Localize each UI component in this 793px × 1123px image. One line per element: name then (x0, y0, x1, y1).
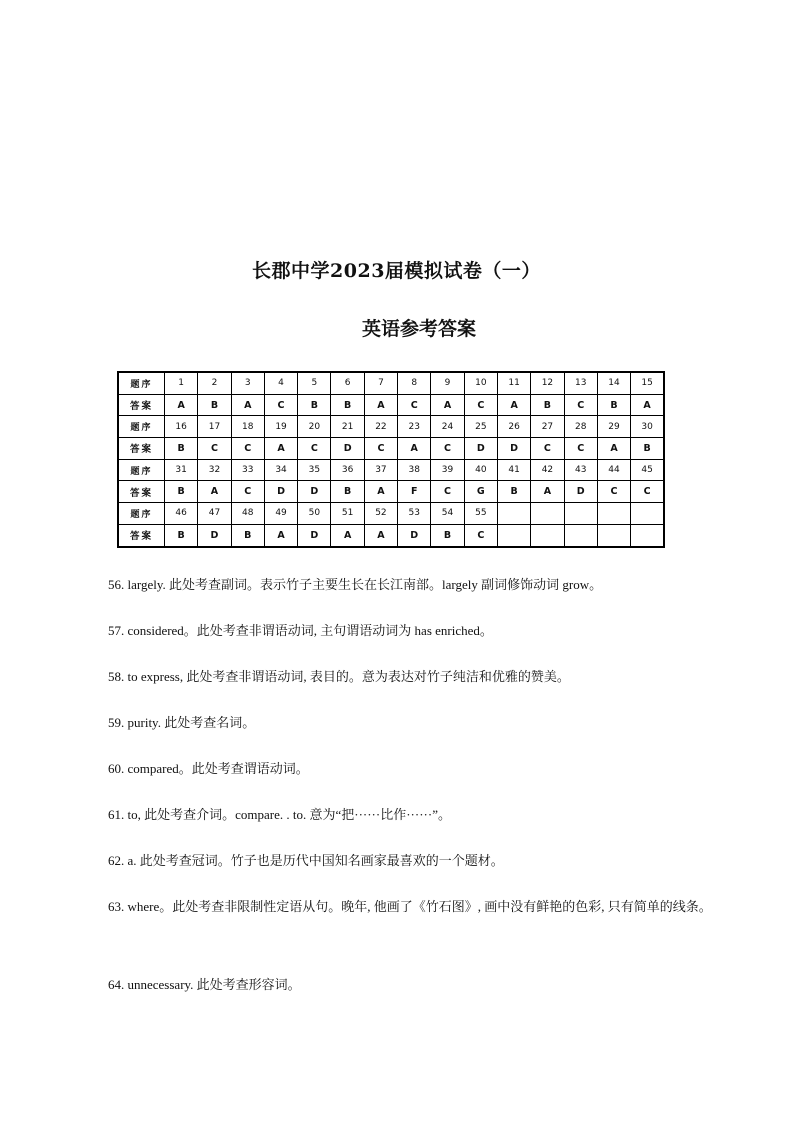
answer-cell: A (431, 394, 464, 416)
question-number-cell: 17 (198, 416, 231, 438)
answer-cell: B (431, 524, 464, 546)
answer-cell: C (431, 481, 464, 503)
answer-cell: C (431, 438, 464, 460)
question-number-cell: 15 (631, 372, 664, 394)
number-row-label: 题序 (118, 503, 165, 525)
answer-cell: C (464, 524, 497, 546)
answer-cell (531, 524, 564, 546)
number-row-label: 题序 (118, 416, 165, 438)
question-number-cell: 37 (364, 459, 397, 481)
question-number-cell: 51 (331, 503, 364, 525)
answer-cell: C (364, 438, 397, 460)
question-number-cell: 18 (231, 416, 264, 438)
answer-cell: C (597, 481, 630, 503)
answer-cell: D (264, 481, 297, 503)
question-number-cell: 23 (398, 416, 431, 438)
question-number-cell: 26 (497, 416, 530, 438)
question-number-cell (597, 503, 630, 525)
question-number-cell: 34 (264, 459, 297, 481)
answer-row-label: 答案 (118, 524, 165, 546)
answer-cell (497, 524, 530, 546)
answer-cell: G (464, 481, 497, 503)
answer-cell: B (331, 394, 364, 416)
question-number-cell: 48 (231, 503, 264, 525)
explanation-62: 62. a. 此处考查冠词。竹子也是历代中国知名画家最喜欢的一个题材。 (108, 853, 504, 868)
answer-cell: A (264, 438, 297, 460)
answer-cell: B (165, 524, 198, 546)
question-number-cell: 44 (597, 459, 630, 481)
answer-cell (631, 524, 664, 546)
explanation-60: 60. compared。此处考查谓语动词。 (108, 761, 309, 776)
question-number-cell: 11 (497, 372, 530, 394)
question-number-cell: 13 (564, 372, 597, 394)
answer-cell: A (165, 394, 198, 416)
answer-cell: F (398, 481, 431, 503)
answer-cell: B (497, 481, 530, 503)
answer-cell: C (531, 438, 564, 460)
answer-cell: D (398, 524, 431, 546)
answer-row (118, 524, 664, 546)
question-number-cell (497, 503, 530, 525)
answer-row-label: 答案 (118, 394, 165, 416)
number-row-label: 题序 (118, 459, 165, 481)
question-number-cell: 32 (198, 459, 231, 481)
question-number-cell: 30 (631, 416, 664, 438)
answer-row (118, 438, 664, 460)
question-number-cell: 19 (264, 416, 297, 438)
answer-cell: D (497, 438, 530, 460)
question-number-cell: 33 (231, 459, 264, 481)
question-number-cell: 52 (364, 503, 397, 525)
question-number-cell: 5 (298, 372, 331, 394)
question-number-cell: 16 (165, 416, 198, 438)
answer-row-label: 答案 (118, 481, 165, 503)
answer-cell: A (631, 394, 664, 416)
question-number-row (118, 416, 664, 438)
answer-cell: B (331, 481, 364, 503)
answer-cell: D (298, 481, 331, 503)
answer-cell: B (597, 394, 630, 416)
question-number-cell: 12 (531, 372, 564, 394)
answer-cell: A (231, 394, 264, 416)
answer-cell: C (231, 438, 264, 460)
question-number-row (118, 459, 664, 481)
answer-cell: C (564, 394, 597, 416)
question-number-cell: 38 (398, 459, 431, 481)
explanation-56: 56. largely. 此处考查副词。表示竹子主要生长在长江南部。largely 副词修饰动词 grow。 (108, 577, 603, 592)
question-number-cell: 3 (231, 372, 264, 394)
question-number-cell: 6 (331, 372, 364, 394)
question-number-cell: 27 (531, 416, 564, 438)
answer-cell: A (264, 524, 297, 546)
answer-cell: A (597, 438, 630, 460)
answer-table (117, 371, 665, 548)
answer-cell (597, 524, 630, 546)
question-number-cell: 53 (398, 503, 431, 525)
question-number-cell: 9 (431, 372, 464, 394)
answer-cell: C (631, 481, 664, 503)
answer-cell (564, 524, 597, 546)
question-number-cell: 36 (331, 459, 364, 481)
question-number-cell (631, 503, 664, 525)
question-number-cell: 50 (298, 503, 331, 525)
question-number-cell: 55 (464, 503, 497, 525)
question-number-cell: 25 (464, 416, 497, 438)
question-number-cell: 49 (264, 503, 297, 525)
question-number-cell: 43 (564, 459, 597, 481)
answer-cell: C (398, 394, 431, 416)
answer-cell: B (165, 481, 198, 503)
page-subtitle: 英语参考答案 (361, 318, 476, 340)
answer-cell: D (331, 438, 364, 460)
question-number-cell: 4 (264, 372, 297, 394)
answer-cell: C (231, 481, 264, 503)
answer-cell: B (531, 394, 564, 416)
answer-cell: A (198, 481, 231, 503)
answer-cell: C (264, 394, 297, 416)
answer-cell: C (298, 438, 331, 460)
answer-cell: B (631, 438, 664, 460)
question-number-cell: 40 (464, 459, 497, 481)
question-number-cell: 10 (464, 372, 497, 394)
answer-cell: A (364, 394, 397, 416)
number-row-label: 题序 (118, 372, 165, 394)
answer-cell: C (198, 438, 231, 460)
question-number-cell: 21 (331, 416, 364, 438)
answer-row-label: 答案 (118, 438, 165, 460)
question-number-cell: 24 (431, 416, 464, 438)
explanation-61: 61. to, 此处考查介词。compare. . to. 意为“把······比作······”。 (108, 807, 451, 822)
answer-cell: C (464, 394, 497, 416)
page-title: 长郡中学2023届模拟试卷（一） (252, 260, 541, 282)
question-number-row (118, 503, 664, 525)
answer-cell: D (464, 438, 497, 460)
answer-row (118, 394, 664, 416)
question-number-cell: 41 (497, 459, 530, 481)
explanation-63: 63. where。此处考查非限制性定语从句。晚年, 他画了《竹石图》, 画中没有鲜艳的色彩, 只有简单的线条。 (108, 899, 712, 914)
question-number-cell: 8 (398, 372, 431, 394)
answer-cell: D (298, 524, 331, 546)
question-number-cell: 2 (198, 372, 231, 394)
question-number-row (118, 372, 664, 394)
answer-cell: B (298, 394, 331, 416)
answer-cell: B (165, 438, 198, 460)
question-number-cell: 14 (597, 372, 630, 394)
answer-cell: A (531, 481, 564, 503)
question-number-cell: 1 (165, 372, 198, 394)
answer-cell: D (198, 524, 231, 546)
explanation-64: 64. unnecessary. 此处考查形容词。 (108, 977, 301, 992)
answer-cell: A (398, 438, 431, 460)
explanation-59: 59. purity. 此处考查名词。 (108, 715, 256, 730)
answer-cell: A (497, 394, 530, 416)
question-number-cell: 46 (165, 503, 198, 525)
explanation-57: 57. considered。此处考查非谓语动词, 主句谓语动词为 has enriched。 (108, 623, 493, 638)
question-number-cell: 29 (597, 416, 630, 438)
answer-cell: B (198, 394, 231, 416)
question-number-cell: 45 (631, 459, 664, 481)
answer-cell: A (331, 524, 364, 546)
question-number-cell: 28 (564, 416, 597, 438)
answer-cell: A (364, 481, 397, 503)
question-number-cell (564, 503, 597, 525)
question-number-cell: 22 (364, 416, 397, 438)
answer-cell: A (364, 524, 397, 546)
question-number-cell (531, 503, 564, 525)
answer-row (118, 481, 664, 503)
question-number-cell: 47 (198, 503, 231, 525)
question-number-cell: 39 (431, 459, 464, 481)
question-number-cell: 7 (364, 372, 397, 394)
question-number-cell: 35 (298, 459, 331, 481)
answer-cell: D (564, 481, 597, 503)
question-number-cell: 54 (431, 503, 464, 525)
answer-cell: C (564, 438, 597, 460)
question-number-cell: 20 (298, 416, 331, 438)
explanation-58: 58. to express, 此处考查非谓语动词, 表目的。意为表达对竹子纯洁和优雅的赞美。 (108, 669, 570, 684)
question-number-cell: 31 (165, 459, 198, 481)
question-number-cell: 42 (531, 459, 564, 481)
answer-cell: B (231, 524, 264, 546)
